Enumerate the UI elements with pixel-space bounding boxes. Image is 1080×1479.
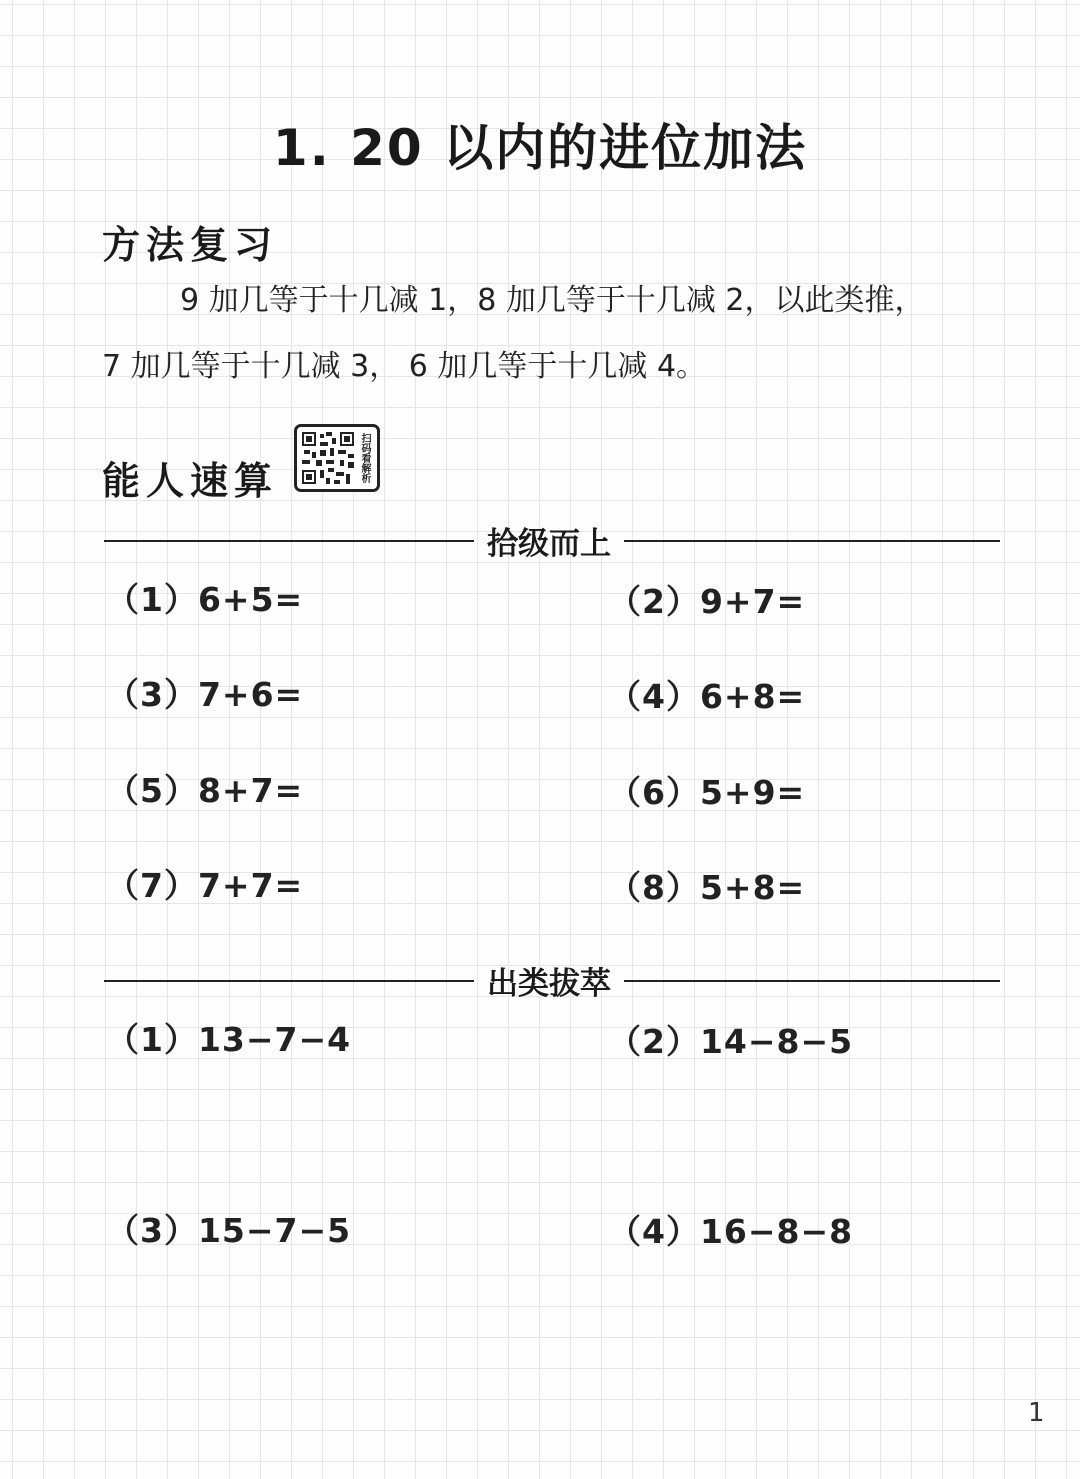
problem-expression: 7+6= — [197, 675, 304, 714]
page-number: 1 — [1028, 1398, 1045, 1428]
problem-number: （8） — [608, 868, 700, 907]
problem-expression: 8+7= — [197, 771, 304, 810]
problem-2-2 — [608, 1016, 853, 1063]
problem-1-3 — [106, 669, 303, 716]
qr-code-icon — [300, 430, 356, 486]
review-text — [102, 268, 1032, 400]
problem-number: （6） — [608, 773, 700, 812]
divider-line-right — [624, 540, 1000, 542]
problem-number: （1） — [106, 580, 198, 619]
section2-label: 出类拔萃 — [487, 966, 611, 1002]
problem-2-1 — [106, 1014, 351, 1061]
problem-number: （7） — [106, 866, 198, 905]
page-title: 1. 20 以内的进位加法 — [272, 119, 808, 177]
problem-number: （3） — [106, 1211, 198, 1250]
problem-1-4 — [608, 671, 805, 718]
problem-number: （4） — [608, 677, 700, 716]
problem-number: （1） — [106, 1020, 198, 1059]
problem-number: （4） — [608, 1212, 700, 1251]
problem-expression: 9+7= — [699, 582, 806, 621]
problem-2-3 — [106, 1205, 351, 1252]
qr-label: 扫码看解析 — [359, 433, 370, 483]
problem-expression: 14−8−5 — [699, 1022, 854, 1061]
problem-1-7 — [106, 860, 303, 907]
section1-divider — [104, 518, 1000, 562]
divider-line-right — [624, 980, 1000, 982]
problem-expression: 5+9= — [699, 773, 806, 812]
problem-2-4 — [608, 1206, 853, 1253]
divider-line-left — [104, 540, 474, 542]
problem-number: （3） — [106, 675, 198, 714]
section1-label: 拾级而上 — [487, 526, 611, 562]
problem-expression: 15−7−5 — [197, 1211, 352, 1250]
practice-heading: 能人速算 — [102, 459, 279, 503]
problem-1-5 — [106, 765, 303, 812]
problem-expression: 5+8= — [699, 868, 806, 907]
problem-1-2 — [608, 576, 805, 623]
divider-line-left — [104, 980, 474, 982]
qr-code-box[interactable] — [294, 424, 380, 492]
section2-divider — [104, 958, 1000, 1002]
review-line-1: 9 加几等于十几减 1，8 加几等于十几减 2，以此类推， — [180, 283, 925, 318]
review-heading: 方法复习 — [102, 223, 279, 267]
problem-number: （5） — [106, 771, 198, 810]
problem-expression: 16−8−8 — [699, 1212, 854, 1251]
problem-number: （2） — [608, 1022, 700, 1061]
problem-expression: 6+5= — [197, 580, 304, 619]
problem-expression: 13−7−4 — [197, 1020, 352, 1059]
problem-1-1 — [106, 574, 303, 621]
review-line-2: 7 加几等于十几减 3， 6 加几等于十几减 4。 — [102, 349, 707, 384]
problem-1-8 — [608, 862, 805, 909]
problem-1-6 — [608, 767, 805, 814]
problem-expression: 7+7= — [197, 866, 304, 905]
problem-expression: 6+8= — [699, 677, 806, 716]
problem-number: （2） — [608, 582, 700, 621]
